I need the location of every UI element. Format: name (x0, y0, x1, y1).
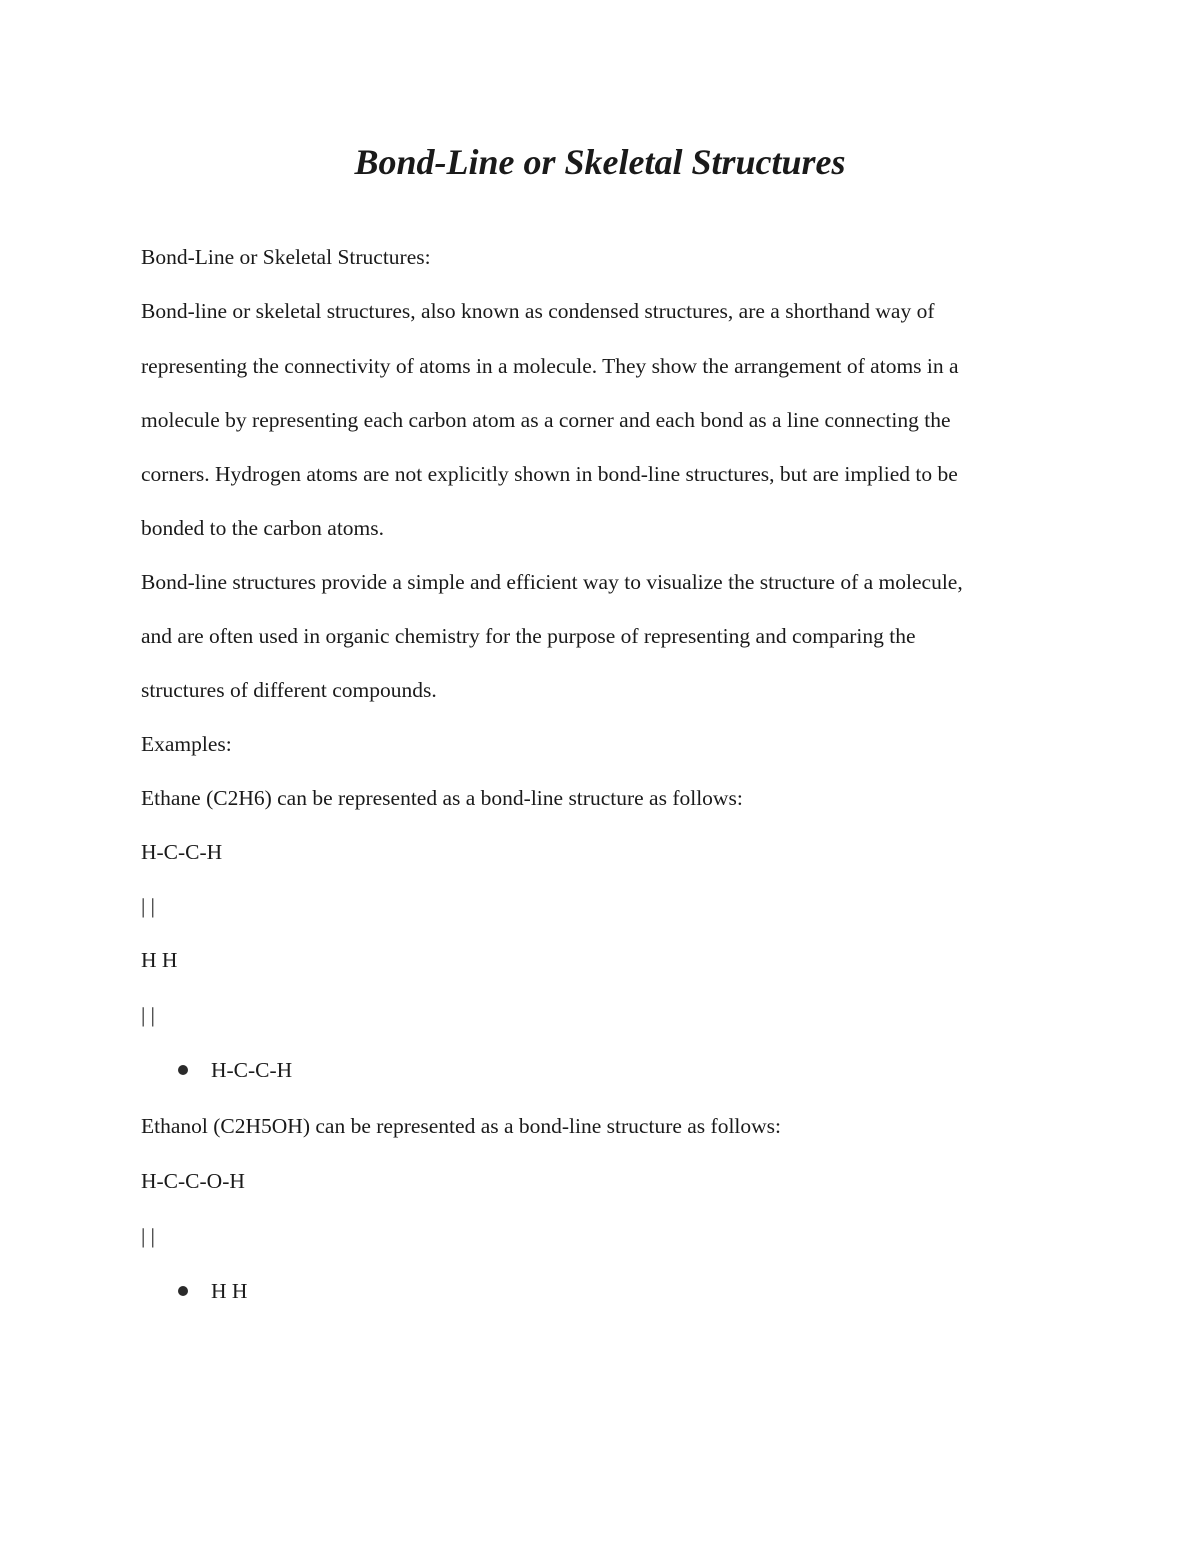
ethanol-intro: Ethanol (C2H5OH) can be represented as a bond-line structure as follows: (141, 1114, 782, 1138)
ethanol-line-2: | | (141, 1224, 155, 1248)
ethane-line-2: | | (141, 894, 155, 918)
paragraph-1-line-5: bonded to the carbon atoms. (141, 516, 385, 540)
ethanol-line-1: H-C-C-O-H (141, 1169, 245, 1193)
ethane-line-1: H-C-C-H (141, 840, 223, 864)
paragraph-2-line-1: Bond-line structures provide a simple and efficient way to visualize the structure of a molecule, (141, 570, 963, 594)
ethane-intro: Ethane (C2H6) can be represented as a bond-line structure as follows: (141, 786, 743, 810)
paragraph-1-line-2: representing the connectivity of atoms in a molecule. They show the arrangement of atoms in a (141, 354, 959, 378)
ethane-line-4: | | (141, 1003, 155, 1027)
bullet-icon (178, 1286, 188, 1296)
paragraph-1-line-3: molecule by representing each carbon atom as a corner and each bond as a line connecting the (141, 408, 951, 432)
paragraph-1-line-4: corners. Hydrogen atoms are not explicitly shown in bond-line structures, but are implied to be (141, 462, 958, 486)
ethane-line-3: H H (141, 948, 178, 972)
paragraph-1-line-1: Bond-line or skeletal structures, also known as condensed structures, are a shorthand way of (141, 299, 935, 323)
ethanol-bullet-item: H H (211, 1279, 248, 1303)
bullet-icon (178, 1065, 188, 1075)
section-heading: Bond-Line or Skeletal Structures: (141, 245, 431, 269)
ethane-bullet-item: H-C-C-H (211, 1058, 293, 1082)
paragraph-2-line-2: and are often used in organic chemistry for the purpose of representing and comparing the (141, 624, 916, 648)
document-title: Bond-Line or Skeletal Structures (354, 142, 846, 182)
paragraph-2-line-3: structures of different compounds. (141, 678, 437, 702)
examples-label: Examples: (141, 732, 232, 756)
